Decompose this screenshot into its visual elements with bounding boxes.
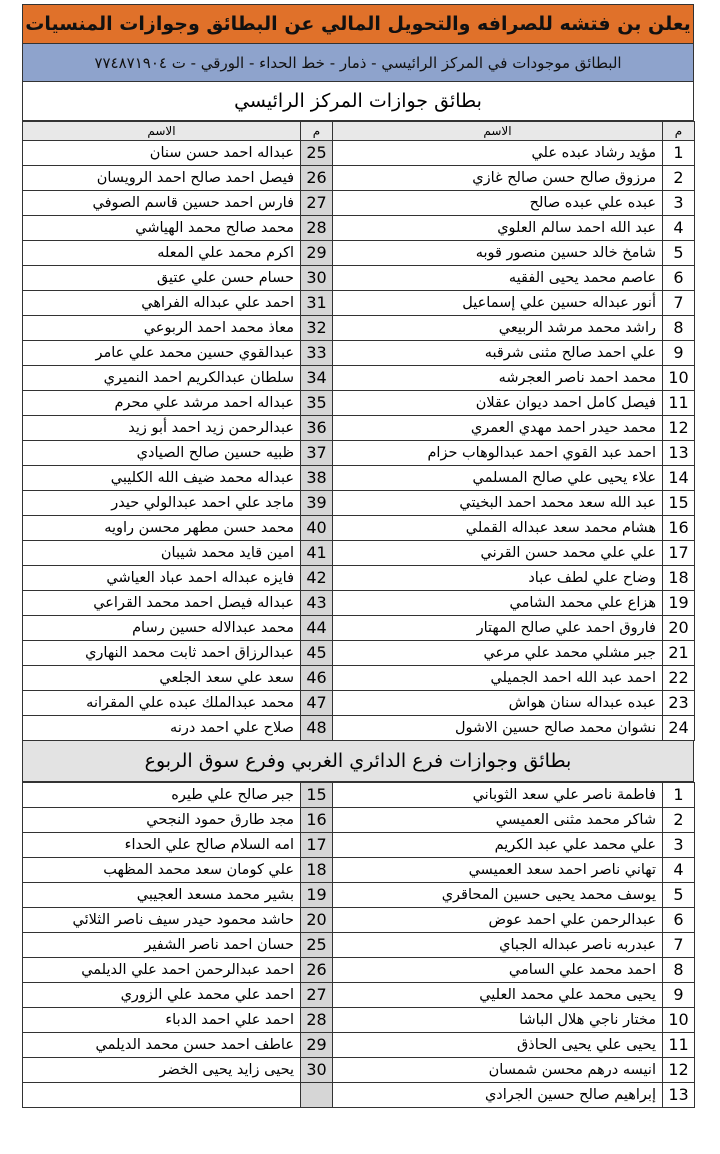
table-row xyxy=(23,691,695,716)
row-name: حاشد محمود حيدر سيف ناصر الثلائي xyxy=(23,908,301,933)
row-number: 19 xyxy=(663,591,695,616)
table-row xyxy=(23,1083,695,1108)
row-number xyxy=(301,1083,333,1108)
row-number: 9 xyxy=(663,341,695,366)
row-name: عبداله محمد ضيف الله الكليبي xyxy=(23,466,301,491)
row-name: حسان احمد ناصر الشفير xyxy=(23,933,301,958)
row-name: هشام محمد سعد عبداله القملي xyxy=(333,516,663,541)
row-number: 14 xyxy=(663,466,695,491)
row-name: وضاح علي لطف عباد xyxy=(333,566,663,591)
row-number: 18 xyxy=(301,858,333,883)
row-name: محمد عبدالاله حسين رسام xyxy=(23,616,301,641)
row-name: عبد الله احمد سالم العلوي xyxy=(333,216,663,241)
row-name: مؤيد رشاد عبده علي xyxy=(333,141,663,166)
row-name: عبده عبداله سنان هواش xyxy=(333,691,663,716)
row-number: 19 xyxy=(301,883,333,908)
row-name: ماجد علي احمد عبدالولي حيدر xyxy=(23,491,301,516)
row-number: 7 xyxy=(663,933,695,958)
row-number: 12 xyxy=(663,1058,695,1083)
row-number: 25 xyxy=(301,933,333,958)
branches-table xyxy=(22,782,695,1108)
row-name: عاطف احمد حسن محمد الديلمي xyxy=(23,1033,301,1058)
row-name: مجد طارق حمود النجحي xyxy=(23,808,301,833)
row-number: 40 xyxy=(301,516,333,541)
row-number: 39 xyxy=(301,491,333,516)
row-number: 10 xyxy=(663,366,695,391)
row-number: 25 xyxy=(301,141,333,166)
row-number: 3 xyxy=(663,833,695,858)
table-row xyxy=(23,716,695,741)
row-name: محمد احمد ناصر العجرشه xyxy=(333,366,663,391)
row-name xyxy=(23,1083,301,1108)
table-row xyxy=(23,783,695,808)
row-number: 46 xyxy=(301,666,333,691)
row-name: عبدالرزاق احمد ثابت محمد النهاري xyxy=(23,641,301,666)
row-name: صلاح علي احمد درنه xyxy=(23,716,301,741)
table-row xyxy=(23,141,695,166)
row-number: 28 xyxy=(301,216,333,241)
row-number: 6 xyxy=(663,266,695,291)
announcement-subtitle: البطائق موجودات في المركز الرائيسي - ذمار - خط الحداء - الورقي - ت ٧٧٤٨٧١٩٠٤ xyxy=(22,44,694,82)
row-name: فاروق احمد علي صالح المهتار xyxy=(333,616,663,641)
row-number: 8 xyxy=(663,958,695,983)
row-number: 11 xyxy=(663,391,695,416)
row-name: عبده علي عبده صالح xyxy=(333,191,663,216)
row-number: 16 xyxy=(301,808,333,833)
table-row xyxy=(23,933,695,958)
table-row xyxy=(23,858,695,883)
table-row xyxy=(23,366,695,391)
row-number: 23 xyxy=(663,691,695,716)
row-name: فيصل احمد صالح احمد الرويسان xyxy=(23,166,301,191)
table-row xyxy=(23,808,695,833)
row-name: شاكر محمد مثنى العميسي xyxy=(333,808,663,833)
table-row xyxy=(23,983,695,1008)
row-name: عبداله احمد مرشد علي محرم xyxy=(23,391,301,416)
table-row xyxy=(23,641,695,666)
row-name: عبداله فيصل احمد محمد القراعي xyxy=(23,591,301,616)
table-row xyxy=(23,316,695,341)
row-name: عبدربه ناصر عبداله الجباي xyxy=(333,933,663,958)
row-name: مرزوق صالح حسن صالح غازي xyxy=(333,166,663,191)
row-number: 28 xyxy=(301,1008,333,1033)
row-name: جبر صالح علي طيره xyxy=(23,783,301,808)
table-row xyxy=(23,266,695,291)
row-number: 45 xyxy=(301,641,333,666)
table-row xyxy=(23,416,695,441)
table-row xyxy=(23,466,695,491)
table-row xyxy=(23,341,695,366)
row-number: 13 xyxy=(663,441,695,466)
table-header-row xyxy=(23,122,695,141)
row-name: يحيى زايد يحيى الخضر xyxy=(23,1058,301,1083)
announcement-title: يعلن بن فتشه للصرافه والتحويل المالي عن البطائق وجوازات المنسيات xyxy=(22,4,694,44)
row-number: 38 xyxy=(301,466,333,491)
row-number: 2 xyxy=(663,166,695,191)
section-branches-title: بطائق وجوازات فرع الدائري الغربي وفرع سوق الربوع xyxy=(22,741,694,782)
row-name: سلطان عبدالكريم احمد النميري xyxy=(23,366,301,391)
row-name: فارس احمد حسين قاسم الصوفي xyxy=(23,191,301,216)
row-name: احمد علي محمد علي الزوري xyxy=(23,983,301,1008)
table-row xyxy=(23,616,695,641)
row-number: 10 xyxy=(663,1008,695,1033)
row-name: احمد علي احمد الدباء xyxy=(23,1008,301,1033)
row-name: احمد عبد الله احمد الجميلي xyxy=(333,666,663,691)
table-row xyxy=(23,491,695,516)
row-number: 33 xyxy=(301,341,333,366)
row-name: فايزه عبداله احمد عباد العياشي xyxy=(23,566,301,591)
row-name: امين قايد محمد شيبان xyxy=(23,541,301,566)
row-name: يحيى علي يحيى الحاذق xyxy=(333,1033,663,1058)
row-number: 3 xyxy=(663,191,695,216)
row-number: 12 xyxy=(663,416,695,441)
row-name: جبر مشلي محمد علي مرعي xyxy=(333,641,663,666)
row-name: راشد محمد مرشد الربيعي xyxy=(333,316,663,341)
row-name: عبد الله سعد محمد احمد البخيتي xyxy=(333,491,663,516)
row-number: 16 xyxy=(663,516,695,541)
row-name: فاطمة ناصر علي سعد الثوباني xyxy=(333,783,663,808)
table-row xyxy=(23,883,695,908)
table-row xyxy=(23,833,695,858)
section-main-center-title: بطائق جوازات المركز الرائيسي xyxy=(22,82,694,121)
row-name: عبدالرحمن علي احمد عوض xyxy=(333,908,663,933)
row-name: علي علي محمد حسن القرني xyxy=(333,541,663,566)
table-row xyxy=(23,291,695,316)
row-number: 7 xyxy=(663,291,695,316)
row-number: 43 xyxy=(301,591,333,616)
row-name: نشوان محمد صالح حسين الاشول xyxy=(333,716,663,741)
row-name: علي احمد صالح مثنى شرقبه xyxy=(333,341,663,366)
row-number: 13 xyxy=(663,1083,695,1108)
row-number: 29 xyxy=(301,1033,333,1058)
row-name: معاذ محمد احمد الربوعي xyxy=(23,316,301,341)
row-number: 36 xyxy=(301,416,333,441)
row-name: بشير محمد مسعد العجيبي xyxy=(23,883,301,908)
row-number: 27 xyxy=(301,983,333,1008)
table-row xyxy=(23,216,695,241)
table-row xyxy=(23,516,695,541)
row-name: عبداله احمد حسن سنان xyxy=(23,141,301,166)
row-number: 44 xyxy=(301,616,333,641)
row-number: 29 xyxy=(301,241,333,266)
table-row xyxy=(23,391,695,416)
row-number: 1 xyxy=(663,141,695,166)
table-row xyxy=(23,591,695,616)
row-number: 20 xyxy=(301,908,333,933)
row-number: 15 xyxy=(301,783,333,808)
row-number: 5 xyxy=(663,241,695,266)
row-number: 48 xyxy=(301,716,333,741)
row-name: سعد علي سعد الجلعي xyxy=(23,666,301,691)
table-row xyxy=(23,541,695,566)
col-header-number: م xyxy=(663,122,695,141)
row-number: 17 xyxy=(663,541,695,566)
row-number: 42 xyxy=(301,566,333,591)
row-number: 27 xyxy=(301,191,333,216)
row-number: 30 xyxy=(301,1058,333,1083)
col-header-number: م xyxy=(301,122,333,141)
row-name: محمد صالح محمد الهياشي xyxy=(23,216,301,241)
row-name: شامخ خالد حسين منصور قوبه xyxy=(333,241,663,266)
row-name: عاصم محمد يحيى الفقيه xyxy=(333,266,663,291)
row-number: 31 xyxy=(301,291,333,316)
table-row xyxy=(23,441,695,466)
row-name: محمد عبدالملك عبده علي المقرانه xyxy=(23,691,301,716)
row-number: 32 xyxy=(301,316,333,341)
announcement-sheet xyxy=(22,4,694,1108)
row-number: 26 xyxy=(301,958,333,983)
row-number: 47 xyxy=(301,691,333,716)
row-number: 24 xyxy=(663,716,695,741)
row-name: محمد حيدر احمد مهدي العمري xyxy=(333,416,663,441)
row-name: انيسه درهم محسن شمسان xyxy=(333,1058,663,1083)
row-name: فيصل كامل احمد ديوان عقلان xyxy=(333,391,663,416)
row-name: احمد علي عبداله الفراهي xyxy=(23,291,301,316)
row-name: علي محمد علي عبد الكريم xyxy=(333,833,663,858)
row-name: عبدالقوي حسين محمد علي عامر xyxy=(23,341,301,366)
row-name: مختار ناجي هلال الباشا xyxy=(333,1008,663,1033)
row-name: يوسف محمد يحيى حسين المحاقري xyxy=(333,883,663,908)
row-number: 18 xyxy=(663,566,695,591)
row-name: يحيى محمد علي محمد العليي xyxy=(333,983,663,1008)
row-name: ظبيه حسين صالح الصيادي xyxy=(23,441,301,466)
row-number: 21 xyxy=(663,641,695,666)
row-name: احمد عبدالرحمن احمد علي الديلمي xyxy=(23,958,301,983)
row-number: 34 xyxy=(301,366,333,391)
row-name: احمد عبد القوي احمد عبدالوهاب حزام xyxy=(333,441,663,466)
row-name: اكرم محمد علي المعله xyxy=(23,241,301,266)
row-number: 30 xyxy=(301,266,333,291)
row-name: هزاع علي محمد الشامي xyxy=(333,591,663,616)
table-row xyxy=(23,191,695,216)
row-number: 1 xyxy=(663,783,695,808)
row-name: احمد محمد علي السامي xyxy=(333,958,663,983)
table-row xyxy=(23,166,695,191)
row-name: إبراهيم صالح حسين الجرادي xyxy=(333,1083,663,1108)
row-number: 8 xyxy=(663,316,695,341)
row-number: 15 xyxy=(663,491,695,516)
row-number: 4 xyxy=(663,858,695,883)
row-number: 4 xyxy=(663,216,695,241)
row-name: علي كومان سعد محمد المظهب xyxy=(23,858,301,883)
row-number: 26 xyxy=(301,166,333,191)
main-center-table xyxy=(22,121,695,741)
row-name: محمد حسن مطهر محسن راويه xyxy=(23,516,301,541)
row-name: حسام حسن علي عتيق xyxy=(23,266,301,291)
table-row xyxy=(23,908,695,933)
row-name: تهاني ناصر احمد سعد العميسي xyxy=(333,858,663,883)
table-row xyxy=(23,1033,695,1058)
row-name: عبدالرحمن زيد احمد أبو زيد xyxy=(23,416,301,441)
row-number: 35 xyxy=(301,391,333,416)
row-number: 41 xyxy=(301,541,333,566)
row-number: 20 xyxy=(663,616,695,641)
table-row xyxy=(23,666,695,691)
table-row xyxy=(23,241,695,266)
table-row xyxy=(23,1008,695,1033)
row-number: 11 xyxy=(663,1033,695,1058)
row-number: 9 xyxy=(663,983,695,1008)
row-number: 17 xyxy=(301,833,333,858)
col-header-name: الاسم xyxy=(23,122,301,141)
row-name: أنور عبداله حسين علي إسماعيل xyxy=(333,291,663,316)
col-header-name: الاسم xyxy=(333,122,663,141)
row-name: علاء يحيى علي صالح المسلمي xyxy=(333,466,663,491)
row-name: امه السلام صالح علي الحداء xyxy=(23,833,301,858)
row-number: 22 xyxy=(663,666,695,691)
table-row xyxy=(23,1058,695,1083)
row-number: 37 xyxy=(301,441,333,466)
row-number: 5 xyxy=(663,883,695,908)
table-row xyxy=(23,566,695,591)
row-number: 2 xyxy=(663,808,695,833)
row-number: 6 xyxy=(663,908,695,933)
table-row xyxy=(23,958,695,983)
